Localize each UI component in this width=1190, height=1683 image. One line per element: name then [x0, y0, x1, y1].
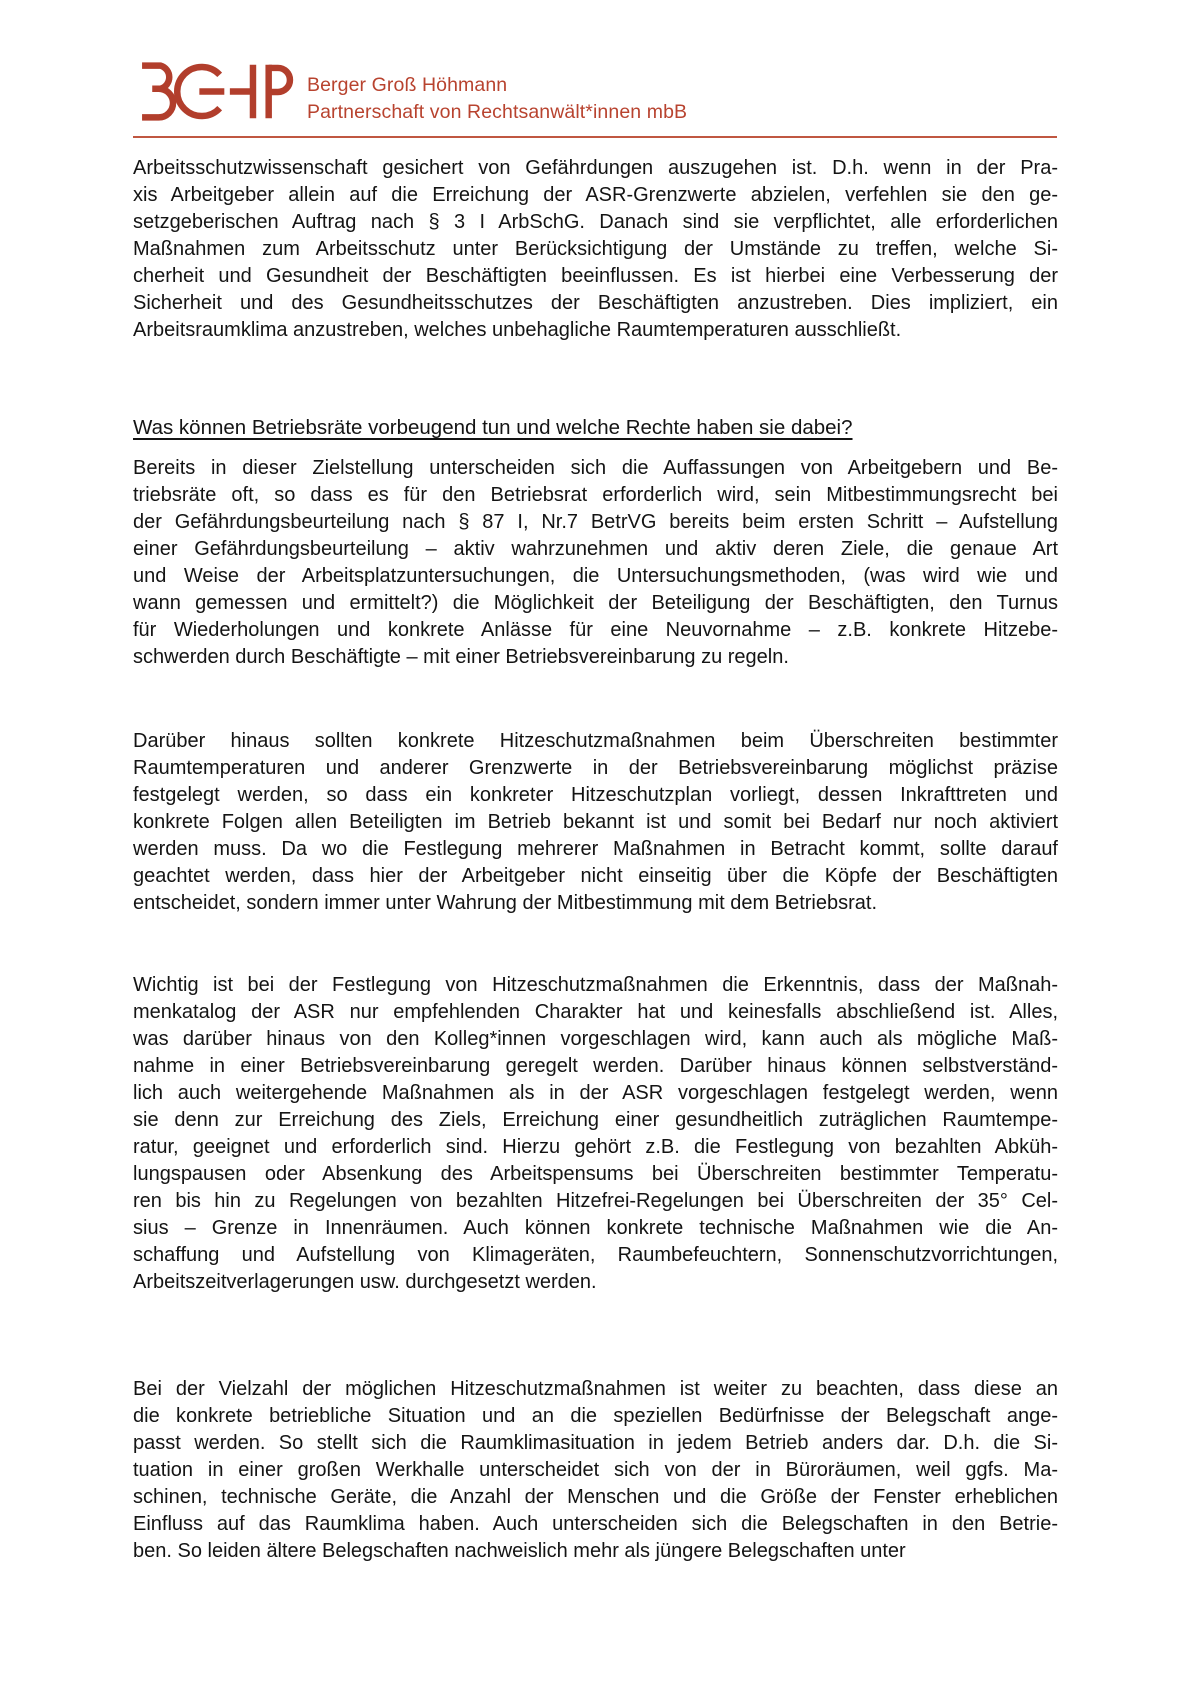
- text-line: einer Gefährdungsbeurteilung – aktiv wahrzunehmen und aktiv deren Ziele, die genaue Art: [133, 538, 1058, 560]
- text-line: die konkrete betriebliche Situation und an die speziellen Bedürfnisse der Belegschaft ange-: [133, 1405, 1058, 1427]
- text-line: und Weise der Arbeitsplatzuntersuchungen, die Untersuchungsmethoden, (was wird wie und: [133, 565, 1058, 587]
- text-line: Arbeitszeitverlagerungen usw. durchgesetzt werden.: [133, 1271, 597, 1293]
- text-line: nahme in einer Betriebsvereinbarung geregelt werden. Darüber hinaus können selbstverständ-: [133, 1055, 1058, 1077]
- text-line: xis Arbeitgeber allein auf die Erreichung der ASR-Grenzwerte abzielen, verfehlen sie den ge-: [133, 184, 1058, 206]
- text-line: ben. So leiden ältere Belegschaften nachweislich mehr als jüngere Belegschaften unter: [133, 1540, 906, 1562]
- text-line: konkrete Folgen allen Beteiligten im Betrieb bekannt ist und somit bei Bedarf nur noch aktiviert: [133, 811, 1058, 833]
- text-line: werden muss. Da wo die Festlegung mehrerer Maßnahmen in Betracht kommt, sollte darauf: [133, 838, 1058, 860]
- firm-subtitle: Partnerschaft von Rechtsanwält*innen mbB: [307, 101, 688, 123]
- text-line: Bei der Vielzahl der möglichen Hitzeschutzmaßnahmen ist weiter zu beachten, dass diese an: [133, 1378, 1058, 1400]
- text-line: lungspausen oder Absenkung des Arbeitspensums bei Überschreiten bestimmter Temperatu-: [133, 1163, 1058, 1185]
- text-line: Arbeitsschutzwissenschaft gesichert von Gefährdungen auszugehen ist. D.h. wenn in der Pra-: [133, 157, 1058, 179]
- text-line: lich auch weitergehende Maßnahmen als in der ASR vorgeschlagen festgelegt werden, wenn: [133, 1082, 1058, 1104]
- text-line: festgelegt werden, so dass ein konkreter Hitzeschutzplan vorliegt, dessen Inkrafttreten und: [133, 784, 1058, 806]
- text-line: Einfluss auf das Raumklima haben. Auch unterscheiden sich die Belegschaften in den Betrie-: [133, 1513, 1058, 1535]
- text-line: ren bis hin zu Regelungen von bezahlten Hitzefrei-Regelungen bei Überschreiten der 35° Cel-: [133, 1190, 1058, 1212]
- text-line: wann gemessen und ermittelt?) die Möglichkeit der Beteiligung der Beschäftigten, den Turnus: [133, 592, 1058, 614]
- text-line: triebsräte oft, so dass es für den Betriebsrat erforderlich wird, sein Mitbestimmungsrecht bei: [133, 484, 1058, 506]
- text-line: menkatalog der ASR nur empfehlenden Charakter hat und keinesfalls abschließend ist. Alles,: [133, 1001, 1058, 1023]
- text-line: was darüber hinaus von den Kolleg*innen vorgeschlagen wird, kann auch als mögliche Maß-: [133, 1028, 1058, 1050]
- paragraph: [133, 155, 1058, 344]
- text-line: sie denn zur Erreichung des Ziels, Erreichung einer gesundheitlich zuträglichen Raumtempe-: [133, 1109, 1058, 1131]
- text-line: Sicherheit und des Gesundheitsschutzes der Beschäftigten anzustreben. Dies impliziert, ein: [133, 292, 1058, 314]
- text-line: Maßnahmen zum Arbeitsschutz unter Berücksichtigung der Umstände zu treffen, welche Si-: [133, 238, 1058, 260]
- paragraph: [133, 1376, 1058, 1565]
- text-line: Raumtemperaturen und anderer Grenzwerte in der Betriebsvereinbarung möglichst präzise: [133, 757, 1058, 779]
- text-line: passt werden. So stellt sich die Raumklimasituation in jedem Betrieb anders dar. D.h. die Si-: [133, 1432, 1058, 1454]
- text-line: schinen, technische Geräte, die Anzahl der Menschen und die Größe der Fenster erheblichen: [133, 1486, 1058, 1508]
- text-line: Darüber hinaus sollten konkrete Hitzeschutzmaßnahmen beim Überschreiten bestimmter: [133, 730, 1058, 752]
- text-line: cherheit und Gesundheit der Beschäftigten beeinflussen. Es ist hierbei eine Verbesserung der: [133, 265, 1058, 287]
- section-heading: Was können Betriebsräte vorbeugend tun und welche Rechte haben sie dabei?: [133, 416, 853, 439]
- text-line: geachtet werden, dass hier der Arbeitgeber nicht einseitig über die Köpfe der Beschäftigten: [133, 865, 1058, 887]
- text-line: schaffung und Aufstellung von Klimageräten, Raumbefeuchtern, Sonnenschutzvorrichtungen,: [133, 1244, 1058, 1266]
- firm-name: Berger Groß Höhmann: [307, 74, 508, 96]
- text-line: setzgeberischen Auftrag nach § 3 I ArbSchG. Danach sind sie verpflichtet, alle erforderlichen: [133, 211, 1058, 233]
- text-line: sius – Grenze in Innenräumen. Auch können konkrete technische Maßnahmen wie die An-: [133, 1217, 1058, 1239]
- text-line: tuation in einer großen Werkhalle unterscheidet sich von der in Büroräumen, weil ggfs. Ma-: [133, 1459, 1058, 1481]
- text-line: der Gefährdungsbeurteilung nach § 87 I, Nr.7 BetrVG bereits beim ersten Schritt – Aufstellung: [133, 511, 1058, 533]
- text-line: für Wiederholungen und konkrete Anlässe für eine Neuvornahme – z.B. konkrete Hitzebe-: [133, 619, 1058, 641]
- header-divider: [133, 136, 1057, 138]
- paragraph: [133, 728, 1058, 917]
- firm-name-block: [307, 72, 687, 126]
- text-line: Bereits in dieser Zielstellung unterscheiden sich die Auffassungen von Arbeitgebern und Be-: [133, 457, 1058, 479]
- text-line: Wichtig ist bei der Festlegung von Hitzeschutzmaßnahmen die Erkenntnis, dass der Maßnah-: [133, 974, 1058, 996]
- document-body: [133, 155, 1058, 1565]
- text-line: ratur, geeignet und erforderlich sind. Hierzu gehört z.B. die Festlegung von bezahlten Abküh-: [133, 1136, 1058, 1158]
- text-line: schwerden durch Beschäftigte – mit einer Betriebsvereinbarung zu regeln.: [133, 646, 789, 668]
- paragraph: [133, 455, 1058, 671]
- text-line: entscheidet, sondern immer unter Wahrung der Mitbestimmung mit dem Betriebsrat.: [133, 892, 878, 914]
- paragraph: [133, 972, 1058, 1296]
- bghp-logo-icon: [135, 61, 297, 122]
- text-line: Arbeitsraumklima anzustreben, welches unbehagliche Raumtemperaturen ausschließt.: [133, 319, 902, 341]
